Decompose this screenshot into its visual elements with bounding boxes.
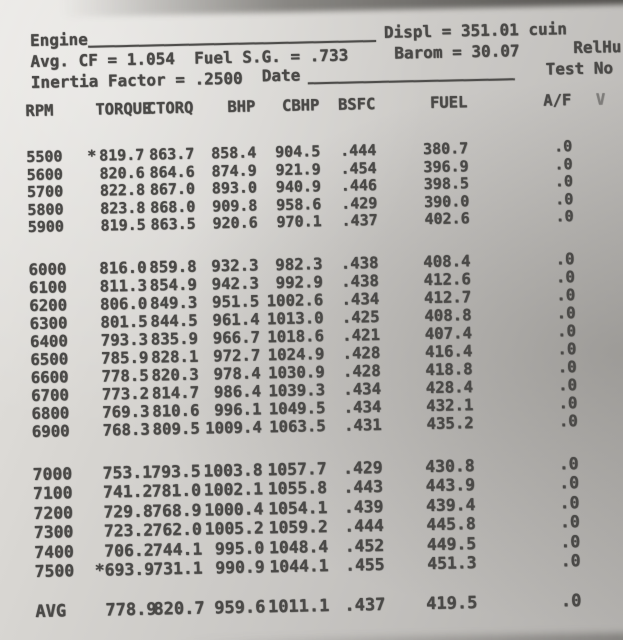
cell-af: .0 bbox=[554, 154, 573, 173]
cell-fuel: 443.9 bbox=[425, 475, 476, 496]
cell-af: .0 bbox=[557, 356, 577, 376]
cell-fuel: 380.7 bbox=[422, 139, 469, 159]
cell-rpm: 5700 bbox=[26, 182, 64, 202]
cell-torque: 729.8 bbox=[103, 501, 153, 522]
cell-cbhp: 1059.2 bbox=[268, 517, 328, 538]
cell-af: .0 bbox=[558, 453, 579, 473]
cell-fuel: 451.3 bbox=[427, 553, 477, 574]
avg-torque: 778.9 bbox=[105, 599, 157, 621]
cell-rpm: 6800 bbox=[31, 402, 70, 423]
peak-star-marker bbox=[73, 200, 97, 218]
cell-bhp: 978.4 bbox=[213, 362, 261, 383]
cell-fuel: 435.2 bbox=[426, 412, 474, 433]
cell-ctorq: 828.1 bbox=[150, 346, 199, 367]
cell-ctorq: 844.5 bbox=[150, 310, 198, 331]
cell-torque: 753.1 bbox=[102, 462, 153, 483]
avg-bsfc: .437 bbox=[344, 594, 386, 616]
cell-torque: 778.5 bbox=[101, 365, 149, 386]
cell-bhp: 858.4 bbox=[210, 143, 257, 163]
test-no-label: Test No bbox=[545, 58, 614, 79]
avg-ctorq: 820.7 bbox=[153, 598, 205, 620]
average-row bbox=[35, 590, 623, 622]
peak-star-marker bbox=[78, 421, 102, 439]
cell-torque: 773.2 bbox=[101, 383, 150, 404]
peak-star-marker bbox=[79, 502, 103, 522]
cell-ctorq: 849.3 bbox=[149, 292, 198, 313]
cell-torque: 693.9 bbox=[104, 560, 155, 581]
avg-label: AVG bbox=[35, 601, 67, 623]
dyno-table bbox=[25, 89, 623, 622]
column-header-bhp: BHP bbox=[227, 97, 256, 116]
cell-fuel: 412.7 bbox=[423, 286, 472, 307]
cell-ctorq: 820.3 bbox=[151, 364, 199, 385]
cell-torque: 706.2 bbox=[104, 540, 154, 561]
cell-torque: 816.0 bbox=[99, 257, 147, 278]
cell-fuel: 416.4 bbox=[424, 340, 473, 361]
peak-star-marker: * bbox=[94, 561, 105, 581]
column-header-bsfc: BSFC bbox=[337, 95, 376, 114]
column-header-ctorq: CTORQ bbox=[146, 98, 194, 118]
cell-fuel: 428.4 bbox=[425, 376, 474, 397]
cell-rpm: 6700 bbox=[30, 384, 70, 405]
cell-bsfc: .455 bbox=[344, 555, 385, 576]
cell-rpm: 5600 bbox=[26, 164, 63, 184]
peak-star-marker bbox=[74, 259, 98, 277]
cell-cbhp: 1013.0 bbox=[266, 307, 324, 328]
column-header-spacer bbox=[71, 100, 95, 120]
cell-bhp: 920.6 bbox=[212, 213, 258, 233]
cell-bhp: 966.7 bbox=[212, 326, 261, 347]
cell-rpm: 6900 bbox=[31, 420, 70, 441]
cell-fuel: 445.8 bbox=[426, 514, 476, 535]
cell-bsfc: .428 bbox=[342, 360, 381, 381]
peak-star-marker bbox=[80, 541, 104, 561]
cell-torque: 741.2 bbox=[102, 481, 153, 502]
cell-cbhp: 958.6 bbox=[275, 194, 322, 214]
cell-bhp: 986.4 bbox=[213, 380, 262, 401]
peak-star-marker bbox=[72, 165, 96, 183]
peak-star-marker bbox=[78, 463, 102, 483]
cell-af: .0 bbox=[557, 338, 577, 358]
cell-bhp: 995.0 bbox=[214, 538, 265, 559]
cell-rpm: 7500 bbox=[34, 561, 75, 582]
cell-af: .0 bbox=[559, 512, 580, 532]
cell-af: .0 bbox=[560, 551, 581, 571]
cell-bsfc: .434 bbox=[343, 396, 382, 417]
cell-cbhp: 1002.6 bbox=[266, 289, 324, 310]
avg-fuel: 419.5 bbox=[425, 593, 478, 615]
cell-ctorq: 768.9 bbox=[151, 500, 202, 521]
cell-ctorq: 863.7 bbox=[148, 144, 195, 164]
cell-bsfc: .446 bbox=[340, 176, 378, 195]
cell-fuel: 402.6 bbox=[424, 209, 470, 229]
engine-label: Engine bbox=[29, 29, 88, 50]
cell-fuel: 407.4 bbox=[424, 322, 473, 343]
cell-fuel: 430.8 bbox=[425, 455, 475, 476]
cell-ctorq: 835.9 bbox=[150, 328, 199, 349]
cell-ctorq: 762.0 bbox=[152, 519, 203, 540]
cell-torque: 806.0 bbox=[99, 293, 148, 314]
cell-ctorq: 793.5 bbox=[151, 461, 201, 482]
cell-cbhp: 1030.9 bbox=[267, 361, 325, 382]
cell-ctorq: 731.1 bbox=[153, 559, 203, 580]
cell-torque: 801.5 bbox=[100, 311, 148, 332]
column-header-fuel: FUEL bbox=[429, 93, 468, 112]
cell-af: .0 bbox=[557, 374, 578, 394]
cell-af: .0 bbox=[555, 248, 575, 268]
cell-cbhp: 982.3 bbox=[275, 253, 323, 274]
column-header-clipped: V bbox=[595, 90, 606, 109]
cell-rpm: 6600 bbox=[30, 366, 69, 387]
cell-fuel: 449.5 bbox=[426, 533, 477, 554]
cell-cbhp: 1055.8 bbox=[267, 478, 328, 499]
inertia-factor-value: Inertia Factor = .2500 bbox=[30, 68, 243, 92]
column-header-cbhp: CBHP bbox=[281, 96, 320, 115]
cell-ctorq: 809.5 bbox=[152, 418, 200, 439]
cell-bhp: 1002.1 bbox=[203, 479, 264, 500]
cell-ctorq: 814.7 bbox=[151, 382, 200, 403]
cell-af: .0 bbox=[559, 473, 580, 493]
cell-cbhp: 1049.5 bbox=[268, 397, 326, 418]
cell-fuel: 439.4 bbox=[425, 494, 476, 515]
cell-fuel: 432.1 bbox=[425, 394, 474, 415]
cell-fuel: 390.0 bbox=[423, 191, 470, 211]
cell-fuel: 396.9 bbox=[423, 156, 469, 176]
displacement-value: Displ = 351.01 cuin bbox=[383, 19, 568, 42]
cell-bhp: 874.9 bbox=[211, 160, 257, 180]
cell-rpm: 7400 bbox=[34, 542, 74, 562]
cell-cbhp: 1039.3 bbox=[268, 379, 326, 400]
cell-bsfc: .434 bbox=[341, 288, 380, 309]
cell-torque: 823.8 bbox=[100, 198, 146, 218]
cell-cbhp: 904.5 bbox=[274, 142, 321, 162]
cell-bhp: 909.8 bbox=[211, 195, 258, 215]
cell-torque: 793.3 bbox=[100, 329, 149, 350]
cell-bhp: 990.9 bbox=[215, 557, 265, 578]
date-underline bbox=[308, 78, 515, 84]
cell-bsfc: .443 bbox=[343, 477, 384, 497]
cell-rpm: 6300 bbox=[29, 312, 68, 333]
cell-cbhp: 1057.7 bbox=[267, 458, 327, 479]
column-header-rpm: RPM bbox=[25, 101, 54, 121]
cell-torque: 768.3 bbox=[102, 419, 150, 440]
cell-torque: 811.3 bbox=[99, 275, 148, 296]
cell-bhp: 1005.2 bbox=[204, 518, 265, 539]
cell-ctorq: 744.1 bbox=[152, 539, 203, 560]
peak-star-marker bbox=[77, 385, 101, 403]
cell-bsfc: .429 bbox=[342, 457, 383, 478]
date-label: Date bbox=[261, 65, 301, 86]
cell-fuel: 408.8 bbox=[424, 304, 472, 325]
cell-af: .0 bbox=[556, 284, 576, 304]
cell-af: .0 bbox=[560, 531, 581, 552]
cell-torque: 822.8 bbox=[99, 180, 146, 200]
cell-cbhp: 1054.1 bbox=[268, 497, 328, 518]
peak-star-marker bbox=[76, 331, 100, 349]
relative-humidity-label: RelHu bbox=[573, 37, 622, 58]
cell-af: .0 bbox=[555, 189, 574, 208]
peak-star-marker bbox=[75, 277, 99, 295]
cell-bsfc: .438 bbox=[340, 270, 380, 291]
cell-bsfc: .444 bbox=[344, 516, 384, 537]
cell-af: .0 bbox=[555, 266, 576, 286]
cell-bhp: 1003.8 bbox=[203, 459, 263, 481]
avg-star-cell bbox=[81, 601, 105, 621]
cell-torque: 819.7 bbox=[98, 145, 145, 165]
cell-bhp: 951.5 bbox=[211, 290, 260, 311]
column-header-torque: TORQUE bbox=[95, 99, 152, 119]
peak-star-marker bbox=[75, 313, 99, 331]
cell-rpm: 6400 bbox=[29, 330, 68, 351]
peak-star-marker bbox=[79, 483, 103, 503]
avg-af: .0 bbox=[560, 591, 582, 612]
barometer-value: Barom = 30.07 bbox=[394, 41, 520, 63]
peak-star-marker bbox=[75, 295, 99, 313]
cell-bsfc: .444 bbox=[339, 141, 377, 160]
cell-fuel: 408.4 bbox=[423, 250, 471, 271]
cell-bsfc: .438 bbox=[340, 252, 379, 273]
avg-cf-fuel-sg-value: Avg. CF = 1.054 Fuel S.G. = .733 bbox=[30, 45, 349, 71]
cell-bsfc: .437 bbox=[341, 211, 378, 230]
cell-torque: 723.2 bbox=[103, 520, 154, 541]
avg-bhp: 959.6 bbox=[214, 597, 266, 619]
cell-bsfc: .434 bbox=[343, 378, 382, 399]
cell-ctorq: 854.9 bbox=[149, 274, 198, 295]
column-header-af: A/F bbox=[543, 91, 572, 110]
cell-cbhp: 940.9 bbox=[275, 177, 322, 197]
cell-torque: 769.3 bbox=[102, 401, 150, 422]
cell-bhp: 1009.4 bbox=[204, 416, 262, 438]
cell-bhp: 932.3 bbox=[211, 254, 259, 275]
cell-bsfc: .439 bbox=[343, 496, 384, 517]
peak-star-marker bbox=[77, 367, 101, 385]
cell-af: .0 bbox=[555, 207, 574, 226]
cell-bhp: 1000.4 bbox=[204, 499, 264, 520]
cell-fuel: 418.8 bbox=[425, 358, 473, 379]
cell-bsfc: .452 bbox=[344, 535, 385, 556]
cell-bhp: 893.0 bbox=[211, 178, 258, 198]
cell-af: .0 bbox=[558, 410, 578, 430]
cell-bhp: 961.4 bbox=[212, 308, 260, 329]
peak-star-marker: * bbox=[87, 146, 97, 165]
cell-rpm: 5500 bbox=[26, 147, 63, 167]
cell-ctorq: 781.0 bbox=[151, 480, 202, 501]
cell-rpm: 5900 bbox=[27, 217, 65, 237]
cell-af: .0 bbox=[554, 172, 574, 191]
cell-cbhp: 1024.9 bbox=[267, 343, 325, 364]
column-header-row bbox=[25, 89, 623, 121]
cell-ctorq: 868.0 bbox=[150, 197, 196, 217]
cell-rpm: 7200 bbox=[33, 502, 74, 523]
cell-cbhp: 1048.4 bbox=[268, 536, 329, 558]
peak-star-marker bbox=[76, 349, 100, 367]
cell-cbhp: 1063.5 bbox=[268, 415, 326, 436]
cell-rpm: 5800 bbox=[27, 199, 64, 219]
cell-af: .0 bbox=[556, 302, 576, 322]
cell-cbhp: 970.1 bbox=[276, 212, 322, 232]
cell-bhp: 972.7 bbox=[212, 344, 261, 365]
cell-torque: 820.6 bbox=[99, 163, 145, 183]
cell-bsfc: .431 bbox=[343, 414, 382, 435]
cell-af: .0 bbox=[556, 320, 577, 340]
cell-cbhp: 1044.1 bbox=[269, 556, 329, 577]
cell-cbhp: 1018.6 bbox=[267, 325, 325, 346]
cell-bsfc: .454 bbox=[340, 158, 377, 178]
cell-bsfc: .421 bbox=[341, 324, 381, 345]
cell-ctorq: 859.8 bbox=[149, 256, 197, 277]
peak-star-marker bbox=[80, 522, 104, 542]
cell-bhp: 996.1 bbox=[213, 398, 262, 419]
cell-af: .0 bbox=[558, 392, 578, 412]
cell-ctorq: 810.6 bbox=[152, 400, 200, 421]
cell-bsfc: .429 bbox=[341, 193, 378, 213]
peak-star-marker bbox=[74, 218, 98, 236]
cell-torque: 819.5 bbox=[100, 215, 146, 235]
cell-cbhp: 992.9 bbox=[275, 271, 324, 292]
cell-af: .0 bbox=[553, 137, 573, 156]
cell-rpm: 6100 bbox=[28, 276, 67, 297]
cell-torque: 785.9 bbox=[100, 347, 149, 368]
cell-fuel: 412.6 bbox=[423, 268, 472, 289]
cell-bhp: 942.3 bbox=[211, 272, 260, 293]
peak-star-marker bbox=[77, 403, 101, 421]
cell-cbhp: 921.9 bbox=[275, 159, 321, 179]
cell-ctorq: 863.5 bbox=[150, 214, 196, 234]
cell-rpm: 6500 bbox=[30, 348, 69, 369]
cell-bsfc: .428 bbox=[342, 342, 381, 363]
dyno-table-rows bbox=[26, 137, 623, 582]
cell-bsfc: .425 bbox=[341, 306, 380, 327]
cell-fuel: 398.5 bbox=[423, 174, 470, 194]
peak-star-marker bbox=[73, 183, 97, 201]
cell-rpm: 6200 bbox=[29, 294, 68, 315]
cell-ctorq: 867.0 bbox=[149, 179, 196, 199]
cell-af: .0 bbox=[559, 492, 580, 513]
cell-rpm: 7300 bbox=[33, 522, 74, 543]
cell-rpm: 7100 bbox=[32, 483, 73, 504]
cell-rpm: 6000 bbox=[28, 258, 67, 279]
cell-ctorq: 864.6 bbox=[149, 162, 195, 182]
avg-cbhp: 1011.1 bbox=[267, 596, 330, 618]
cell-rpm: 7000 bbox=[32, 463, 73, 484]
